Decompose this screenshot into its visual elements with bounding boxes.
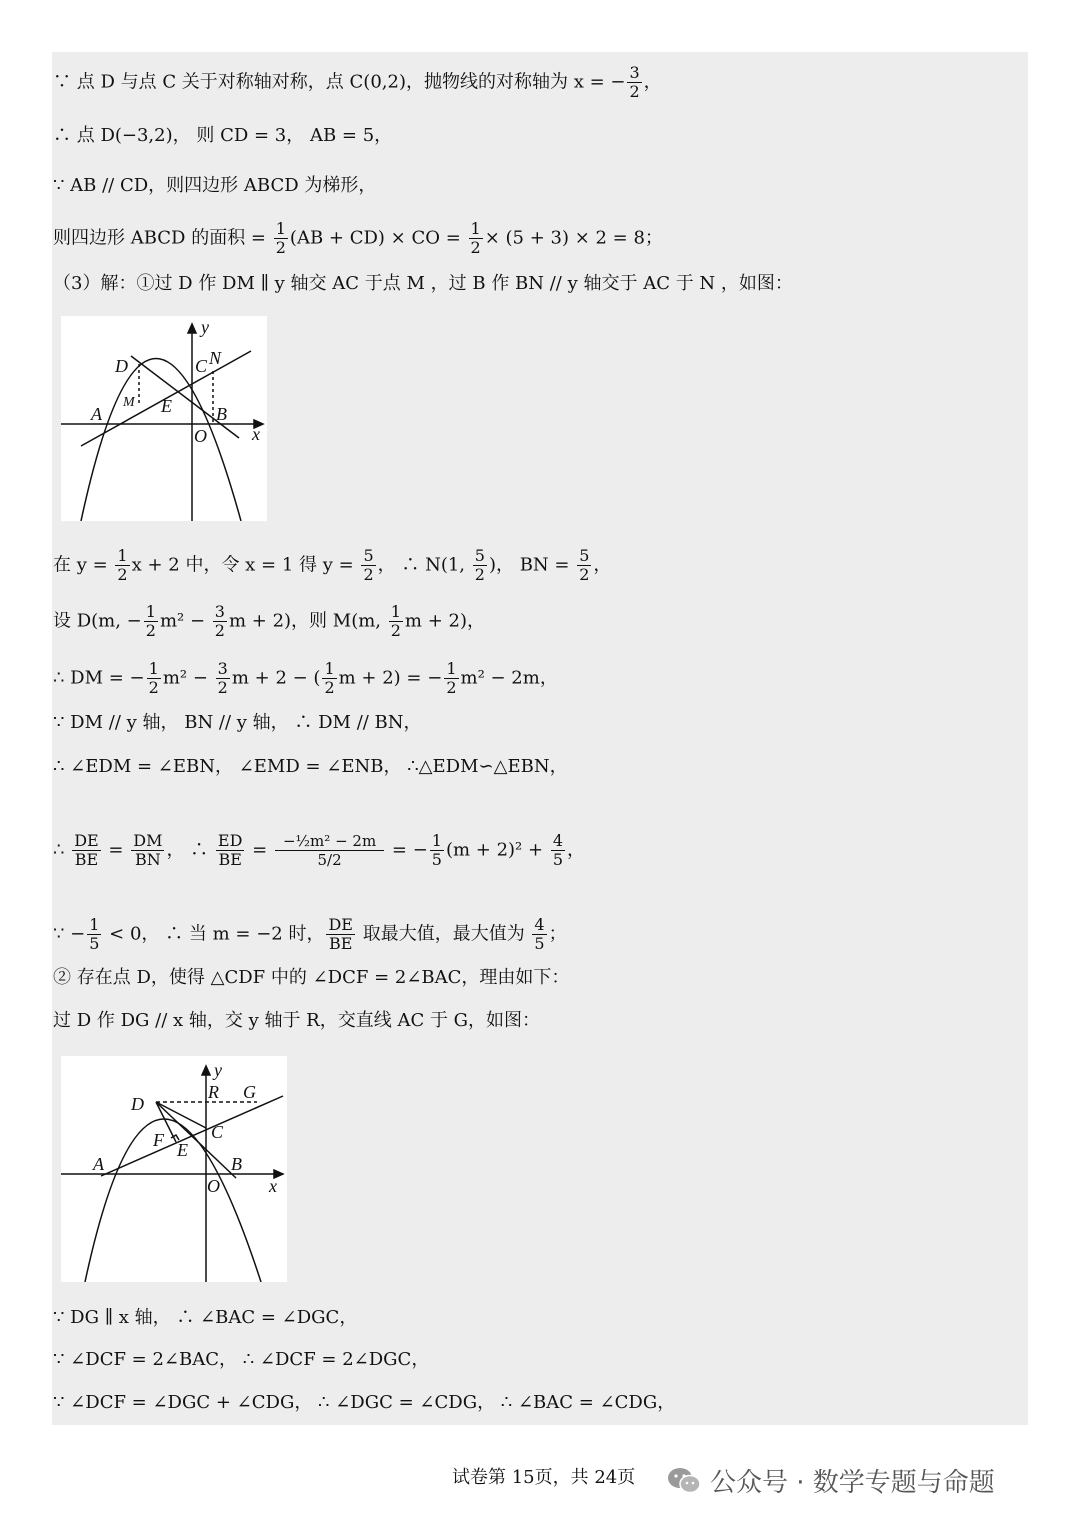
label-d: D <box>131 1094 144 1114</box>
numerator: 5 <box>579 546 590 565</box>
fraction <box>147 660 161 697</box>
label-e: E <box>177 1140 188 1160</box>
line-12 <box>53 916 567 953</box>
line-8-text: m + 2 − ( <box>231 667 321 689</box>
fraction <box>216 660 230 697</box>
numerator: 5 <box>474 546 485 565</box>
line-6-text: ， ∴ N(1, <box>377 554 471 576</box>
fraction <box>213 603 227 640</box>
fraction <box>326 916 355 953</box>
line-2: ∴ 点 D(−3,2)， 则 CD = 3， AB = 5， <box>53 125 393 146</box>
watermark <box>666 1462 995 1499</box>
line-8-text: m² − 2m， <box>460 667 558 689</box>
denominator: 2 <box>117 565 128 584</box>
denominator: 5/2 <box>317 851 342 869</box>
label-e: E <box>161 396 172 416</box>
label-y: y <box>214 1060 222 1080</box>
label-g: G <box>243 1082 256 1102</box>
label-b: B <box>216 404 227 424</box>
line-4-text: × (5 + 3) × 2 = 8； <box>484 227 663 249</box>
line-12-text: ∵ − <box>53 923 86 945</box>
fraction <box>216 832 245 869</box>
line-9: ∵ DM // y 轴， BN // y 轴， ∴ DM // BN， <box>53 712 422 733</box>
numerator: 1 <box>275 219 286 238</box>
line-5: （3）解：①过 D 作 DM ∥ y 轴交 AC 于点 M ，过 B 作 BN // y 轴交于 AC 于 N ，如图： <box>53 273 793 294</box>
fraction <box>389 603 403 640</box>
line-8-text: m² − <box>162 667 214 689</box>
label-x: x <box>269 1176 277 1196</box>
fraction <box>469 220 483 257</box>
line-12-text: ； <box>548 923 567 945</box>
line-17: ∵ ∠DCF = ∠DGC + ∠CDG， ∴ ∠DGC = ∠CDG， ∴ ∠BAC = ∠CDG， <box>53 1392 676 1413</box>
line-6 <box>53 547 611 584</box>
line-4 <box>53 220 663 257</box>
denominator: 2 <box>214 621 225 640</box>
label-a: A <box>93 1154 104 1174</box>
y-axis-arrow <box>188 324 196 333</box>
numerator: DM <box>133 831 163 850</box>
line-16: ∵ ∠DCF = 2∠BAC， ∴ ∠DCF = 2∠DGC， <box>53 1349 430 1370</box>
label-r: R <box>208 1082 219 1102</box>
line-15: ∵ DG ∥ x 轴， ∴ ∠BAC = ∠DGC， <box>53 1307 358 1328</box>
denominator: 2 <box>579 565 590 584</box>
numerator: 4 <box>534 915 545 934</box>
fraction <box>551 832 565 869</box>
fraction <box>87 916 101 953</box>
line-4-text: (AB + CD) × CO = <box>289 227 467 249</box>
denominator: 5 <box>552 850 563 869</box>
parabola <box>81 359 241 522</box>
denominator: 2 <box>324 678 335 697</box>
denominator: 2 <box>148 678 159 697</box>
denominator: 5 <box>534 934 545 953</box>
line-db <box>156 1102 236 1178</box>
label-f: F <box>153 1130 164 1150</box>
line-12-text: 取最大值，最大值为 <box>356 923 531 945</box>
label-a: A <box>91 404 102 424</box>
fraction <box>144 603 158 640</box>
figure-2-svg <box>61 1056 287 1282</box>
line-7-text: m² − <box>159 610 211 632</box>
line-6-text: ， <box>593 554 612 576</box>
parabola <box>85 1119 261 1282</box>
denominator: 5 <box>431 850 442 869</box>
denominator: 2 <box>363 565 374 584</box>
numerator: DE <box>328 915 353 934</box>
numerator: 1 <box>117 546 128 565</box>
denominator: 5 <box>89 934 100 953</box>
fraction <box>444 660 458 697</box>
numerator: 1 <box>390 602 401 621</box>
numerator: 1 <box>470 219 481 238</box>
line-1-text: ∵ 点 D 与点 C 关于对称轴对称，点 C(0,2)，抛物线的对称轴为 x = − <box>53 71 626 93</box>
label-c: C <box>195 356 208 376</box>
numerator: 1 <box>145 602 156 621</box>
fraction <box>532 916 546 953</box>
numerator: 1 <box>89 915 100 934</box>
line-8-text: m + 2) = − <box>338 667 443 689</box>
line-8 <box>53 660 558 697</box>
fraction <box>430 832 444 869</box>
numerator: 3 <box>217 659 228 678</box>
line-11-text: = − <box>386 839 428 861</box>
label-x: x <box>252 424 260 444</box>
numerator: −½m² − 2m <box>275 832 384 851</box>
numerator: 1 <box>324 659 335 678</box>
figure-1 <box>61 316 267 521</box>
line-13: ② 存在点 D，使得 △CDF 中的 ∠DCF = 2∠BAC，理由如下： <box>53 967 570 988</box>
denominator: BE <box>218 850 242 869</box>
denominator: 2 <box>390 621 401 640</box>
line-11-text: ∴ <box>53 839 71 861</box>
label-c: C <box>211 1122 224 1142</box>
label-m: M <box>123 395 135 410</box>
denominator: BE <box>74 850 99 869</box>
numerator: 4 <box>552 831 563 850</box>
denominator: 2 <box>275 238 286 257</box>
line-14: 过 D 作 DG // x 轴，交 y 轴于 R，交直线 AC 于 G，如图： <box>53 1010 541 1031</box>
line-6-text: )， BN = <box>488 554 576 576</box>
numerator: DE <box>74 831 99 850</box>
numerator: 3 <box>629 63 640 82</box>
line-12-text: < 0， ∴ 当 m = −2 时， <box>103 923 325 945</box>
fraction <box>577 547 591 584</box>
fraction <box>274 220 288 257</box>
numerator: 5 <box>363 546 374 565</box>
line-11-text: = <box>246 839 273 861</box>
denominator: 2 <box>446 678 457 697</box>
label-n: N <box>209 348 222 368</box>
fraction <box>115 547 129 584</box>
numerator: 1 <box>446 659 457 678</box>
line-7-text: 设 D(m, − <box>53 610 142 632</box>
figure-1-svg <box>61 316 267 521</box>
denominator: 2 <box>145 621 156 640</box>
fraction <box>72 832 101 869</box>
label-o: O <box>207 1176 220 1196</box>
line-3: ∵ AB // CD，则四边形 ABCD 为梯形， <box>53 175 377 196</box>
fraction <box>131 832 164 869</box>
line-7-text: m + 2)， <box>404 610 485 632</box>
line-10: ∴ ∠EDM = ∠EBN， ∠EMD = ∠ENB， ∴△EDM∽△EBN， <box>53 756 568 777</box>
figure-2 <box>61 1056 287 1282</box>
line-11-text: ， ∴ <box>166 839 214 861</box>
wechat-icon <box>666 1466 702 1496</box>
watermark-text: 公众号 · 数学专题与命题 <box>710 1468 995 1498</box>
numerator: 1 <box>148 659 159 678</box>
line-11-text: (m + 2)² + <box>445 839 549 861</box>
numerator: ED <box>217 831 243 850</box>
line-7 <box>53 603 485 640</box>
line-db <box>131 356 239 438</box>
fraction <box>361 547 375 584</box>
label-o: O <box>194 426 207 446</box>
denominator: 2 <box>470 238 481 257</box>
y-axis-arrow <box>202 1066 210 1075</box>
label-y: y <box>201 317 209 337</box>
line-11 <box>53 832 585 869</box>
denominator: BE <box>328 934 353 953</box>
denominator: 2 <box>629 82 640 101</box>
compound-fraction <box>275 832 384 869</box>
fraction <box>627 64 641 101</box>
line-1 <box>53 64 662 101</box>
fraction <box>473 547 487 584</box>
denominator: 2 <box>474 565 485 584</box>
numerator: 3 <box>214 602 225 621</box>
line-11-text: = <box>102 839 130 861</box>
denominator: BN <box>134 850 161 869</box>
line-8-text: ∴ DM = − <box>53 667 145 689</box>
page-footer: 试卷第 15页，共 24页 <box>452 1467 636 1488</box>
line-4-text: 则四边形 ABCD 的面积 = <box>53 227 272 249</box>
numerator: 1 <box>431 831 442 850</box>
label-d: D <box>115 356 128 376</box>
fraction <box>322 660 336 697</box>
denominator: 2 <box>217 678 228 697</box>
line-7-text: m + 2)，则 M(m, <box>228 610 387 632</box>
line-1-end: ， <box>643 71 662 93</box>
label-b: B <box>231 1154 242 1174</box>
line-6-text: 在 y = <box>53 554 114 576</box>
line-11-text: ， <box>567 839 585 861</box>
line-6-text: x + 2 中，令 x = 1 得 y = <box>131 554 360 576</box>
